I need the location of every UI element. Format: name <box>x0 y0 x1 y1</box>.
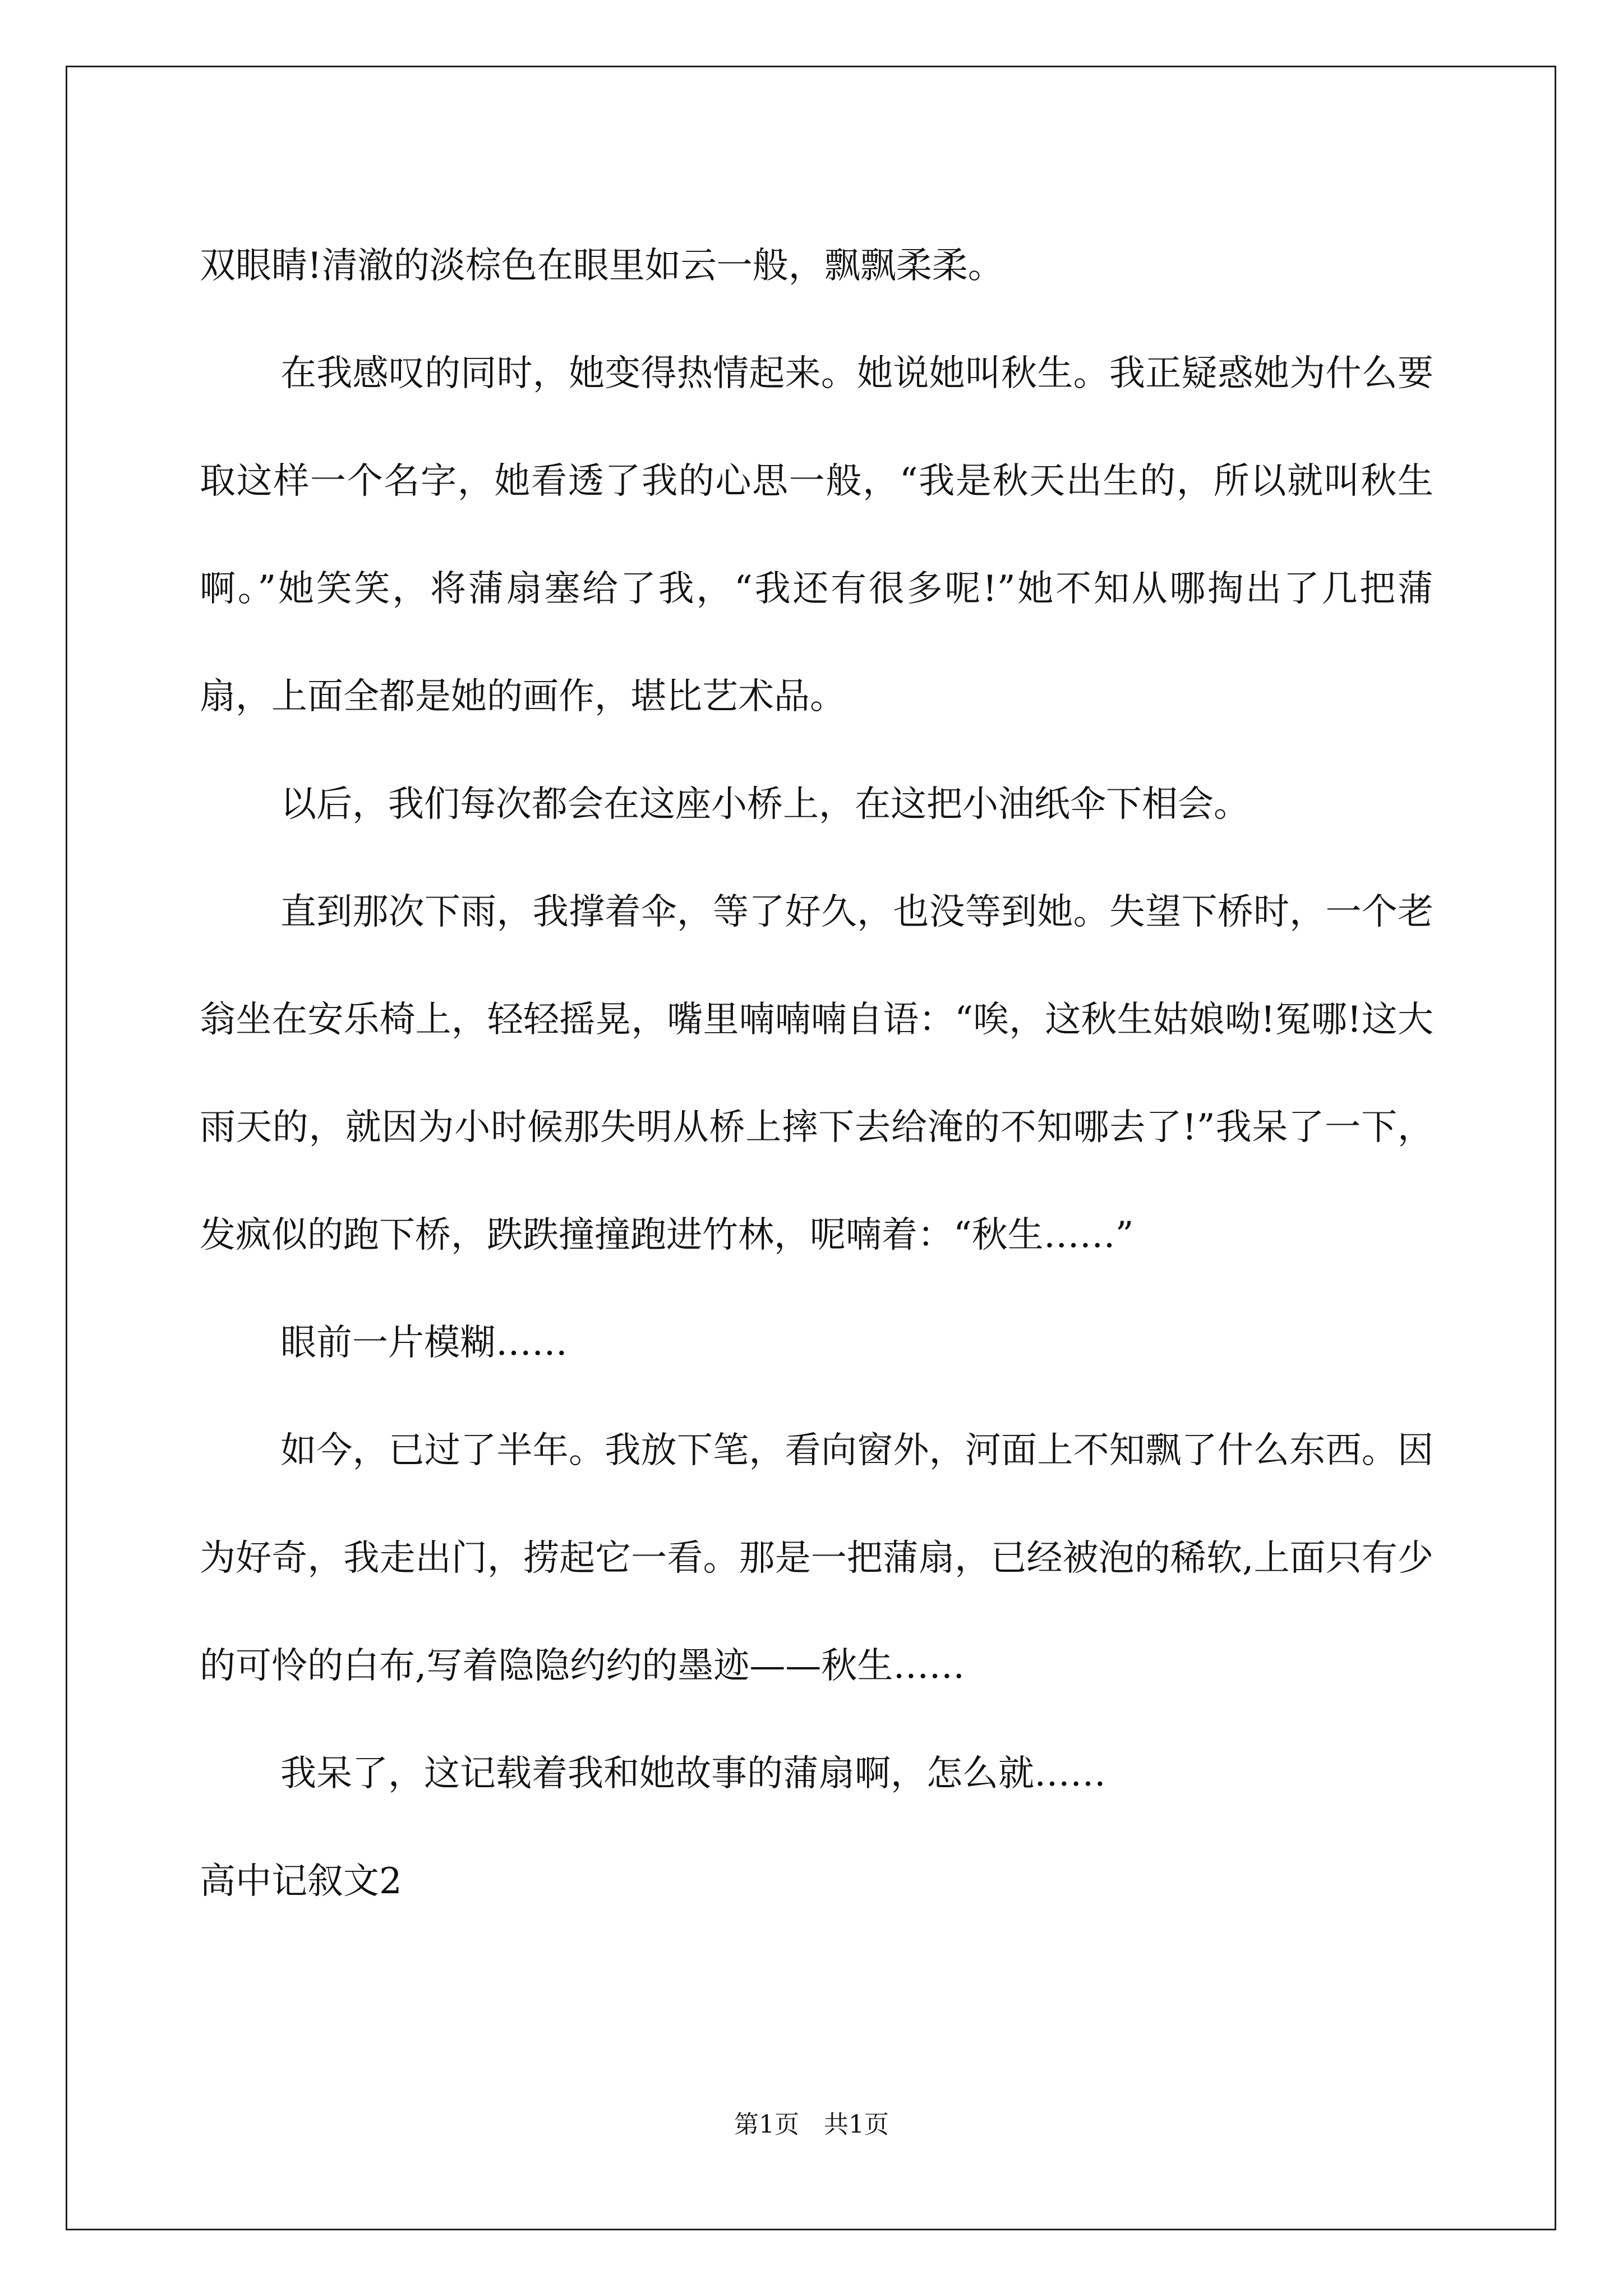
page-number: 第1页 <box>734 2110 799 2139</box>
section-heading: 高中记叙文2 <box>200 1861 402 1902</box>
page-total: 共1页 <box>824 2110 889 2139</box>
document-body <box>200 212 1433 1935</box>
paragraph-7: 我呆了，这记载着我和她故事的蒲扇啊，怎么就…… <box>280 1753 1106 1795</box>
page-footer <box>0 2108 1623 2142</box>
paragraph-5: 眼前一片模糊…… <box>280 1322 568 1364</box>
paragraph-3: 以后，我们每次都会在这座小桥上，在这把小油纸伞下相会。 <box>280 784 1249 825</box>
paragraph-1: 双眼睛!清澈的淡棕色在眼里如云一般，飘飘柔柔。 <box>200 245 1004 287</box>
paragraph-4: 直到那次下雨，我撑着伞，等了好久，也没等到她。失望下桥时，一个老翁坐在安乐椅上，轻轻摇晃，嘴里喃喃喃自语：“唉，这秋生姑娘呦!冤哪!这大雨天的，就因为小时候那失明从桥上摔下去给淹的不知哪去了!”我呆了一下，发疯似的跑下桥，跌跌撞撞跑进竹林，呢喃着：“秋生……” <box>200 891 1433 1256</box>
paragraph-6: 如今，已过了半年。我放下笔，看向窗外，河面上不知飘了什么东西。因为好奇，我走出门，捞起它一看。那是一把蒲扇，已经被泡的稀软,上面只有少的可怜的白布,写着隐隐约约的墨迹——秋生…… <box>200 1430 1433 1687</box>
paragraph-2: 在我感叹的同时，她变得热情起来。她说她叫秋生。我正疑惑她为什么要取这样一个名字，她看透了我的心思一般，“我是秋天出生的，所以就叫秋生啊。”她笑笑，将蒲扇塞给了我，“我还有很多呢!”她不知从哪掏出了几把蒲扇，上面全都是她的画作，堪比艺术品。 <box>200 353 1433 717</box>
